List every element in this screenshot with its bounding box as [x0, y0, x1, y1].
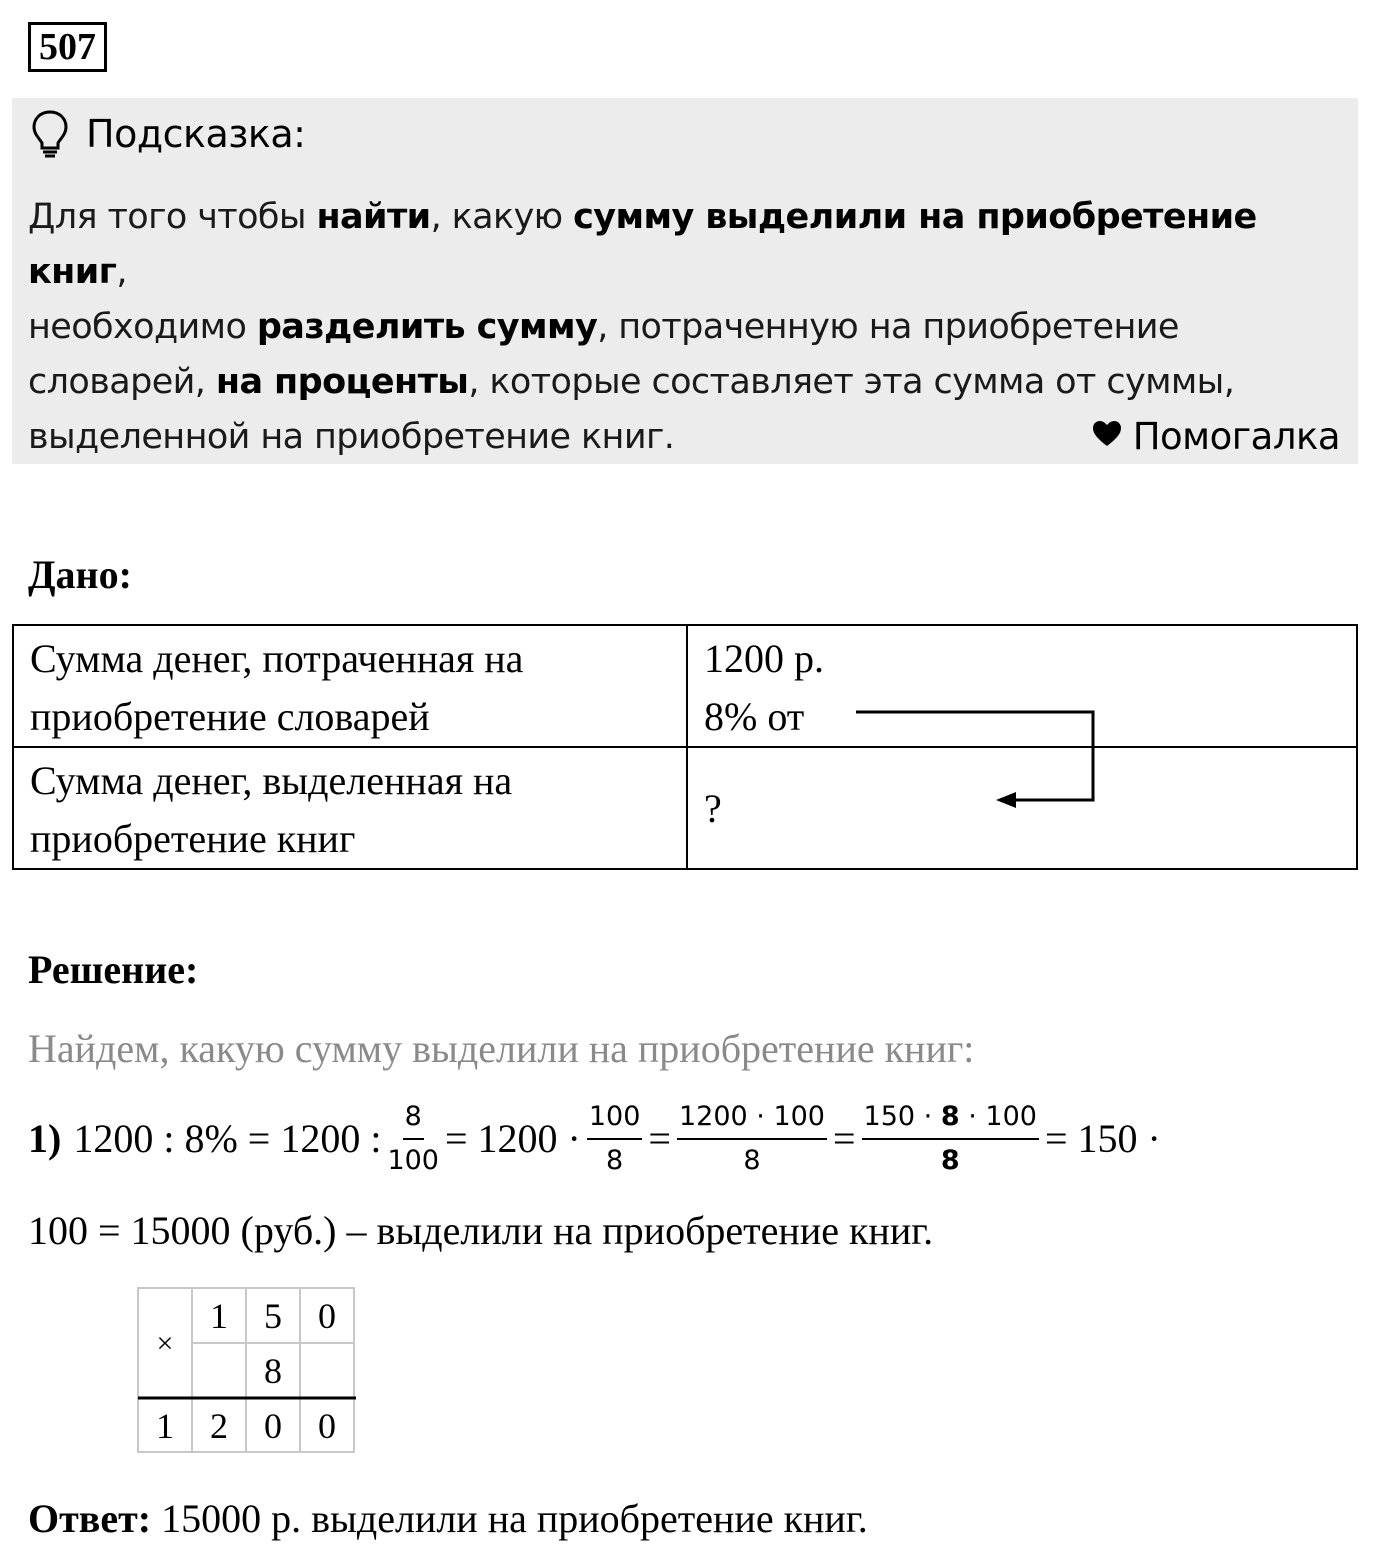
- given-table: [12, 624, 1358, 870]
- digit: 5: [264, 1296, 282, 1336]
- solution-step-1: [28, 1096, 1161, 1182]
- digit: 0: [318, 1406, 336, 1446]
- fraction: $\frac{100}{8}$: [588, 1101, 641, 1176]
- task-number: 507: [28, 22, 107, 72]
- digit: 2: [210, 1406, 228, 1446]
- table-cell: Сумма денег, потраченная на приобретение словарей: [13, 625, 687, 747]
- fraction: $\frac{150 \cdot 8 \cdot 100}{8}$: [863, 1101, 1037, 1176]
- digit: 8: [264, 1351, 282, 1391]
- answer: [28, 1492, 868, 1546]
- given-heading: Дано:: [28, 552, 132, 597]
- solution-heading: Решение:: [28, 947, 199, 992]
- step-text: = 150 ·: [1044, 1116, 1161, 1161]
- fraction: $\frac{8}{100}$: [387, 1101, 439, 1176]
- equals-sign: =: [648, 1116, 671, 1161]
- digit: 0: [318, 1296, 336, 1336]
- equals-sign: =: [832, 1116, 856, 1161]
- digit: 1: [156, 1406, 174, 1446]
- solution-intro: Найдем, какую сумму выделили на приобретение книг:: [28, 1026, 975, 1071]
- table-cell: ?: [687, 747, 1357, 869]
- credit-link[interactable]: Помогалка: [1132, 415, 1340, 458]
- step-text: 1200 : 8% = 1200 :: [73, 1116, 382, 1161]
- table-row: [13, 625, 1357, 747]
- digit: 1: [210, 1296, 228, 1336]
- table-cell: 1200 р. 8% от: [687, 625, 1357, 747]
- step-text: = 1200 ·: [444, 1116, 581, 1161]
- digit: 0: [264, 1406, 282, 1446]
- hint-text: Для того чтобы найти, какую сумму выделили на приобретение книг, необходимо разделить сумму, потраченную на приобретение словарей, на проценты, которые составляет эта сумма от суммы, выделенной на приобретение книг.: [28, 197, 1257, 457]
- answer-label: Ответ:: [28, 1496, 152, 1541]
- lightbulb-icon: [30, 108, 70, 160]
- hint-title: Подсказка:: [86, 112, 306, 156]
- multiply-sign: ×: [156, 1327, 174, 1360]
- column-multiplication: [130, 1282, 370, 1462]
- table-row: [13, 747, 1357, 869]
- table-cell: Сумма денег, выделенная на приобретение книг: [13, 747, 687, 869]
- solution-step-1-continuation: 100 = 15000 (руб.) – выделили на приобретение книг.: [28, 1208, 934, 1253]
- heart-icon: [1092, 420, 1122, 448]
- step-marker: 1): [28, 1116, 62, 1161]
- answer-text: 15000 р. выделили на приобретение книг.: [151, 1496, 868, 1541]
- fraction: $\frac{1200 \cdot 100}{8}$: [678, 1101, 825, 1176]
